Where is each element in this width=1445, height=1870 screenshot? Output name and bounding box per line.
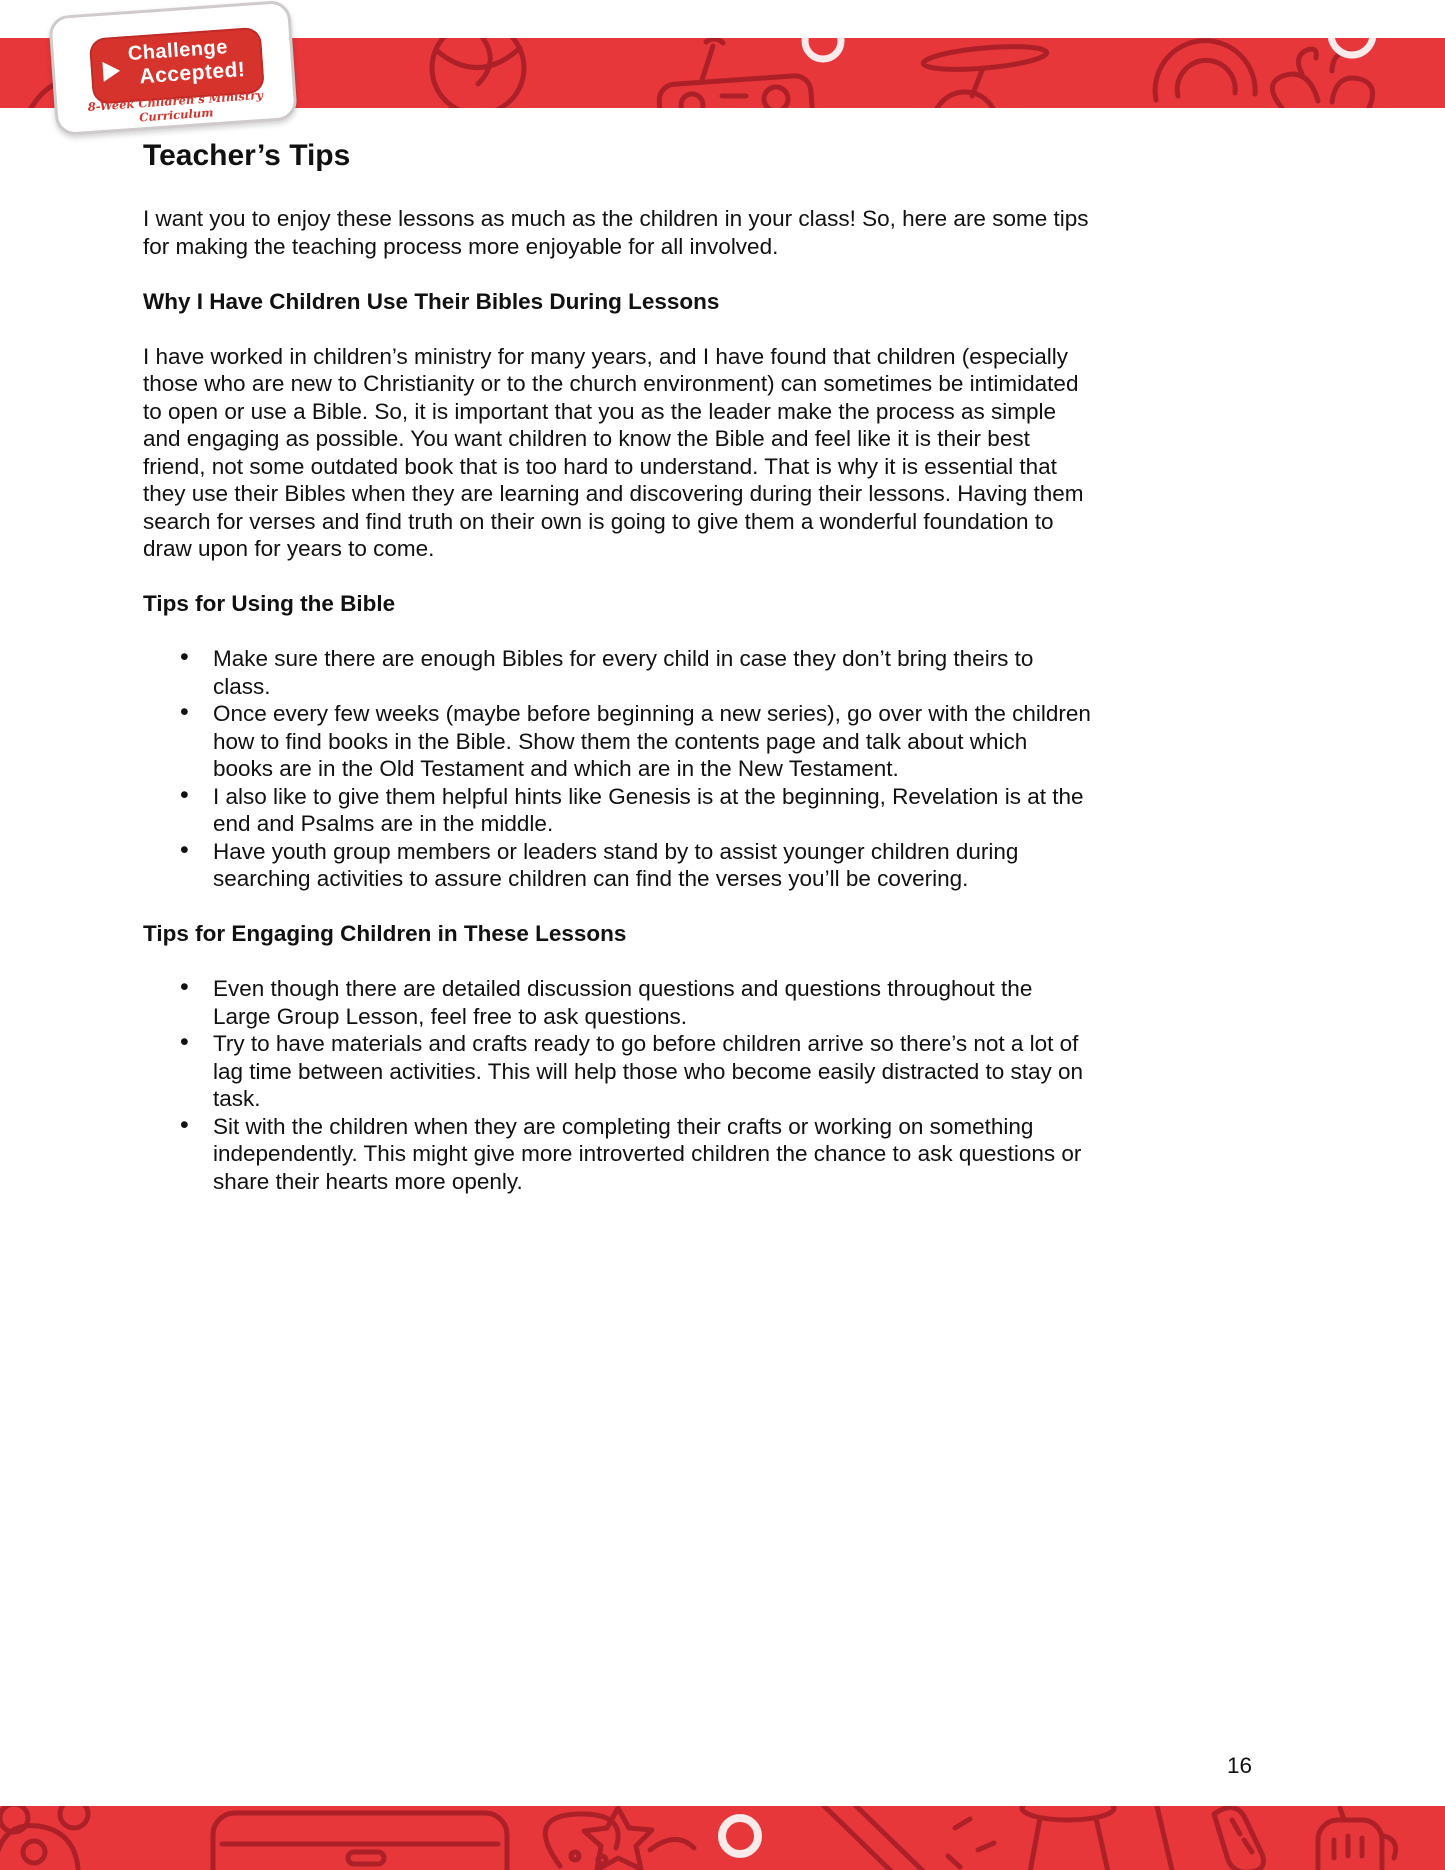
slide-lines-doodle-icon xyxy=(820,1806,924,1870)
bottom-banner xyxy=(0,1806,1445,1870)
tablet-doodle-icon xyxy=(213,1813,507,1870)
ring-doodle-icon xyxy=(805,38,841,59)
play-triangle-icon xyxy=(102,61,120,82)
section-body-bibles: I have worked in children’s ministry for many years, and I have found that children (especially those who are new to Christianity or to the church environment) can sometimes be intimidated to open or use a Bible. So, it is important that you as the leader make the process as simple and engaging as possible. You want children to know the Bible and feel like it is their best friend, not some outdated book that is too hard to understand. That is why it is essential that they use their Bibles when they are learning and discovering during their lessons. Having them search for verses and find truth on their own is going to give them a wonderful foundation to draw upon for years to come. xyxy=(143,343,1084,561)
section-heading-bibles: Why I Have Children Use Their Bibles During Lessons xyxy=(143,288,720,314)
teddy-bear-doodle-icon xyxy=(0,1806,88,1868)
list-item: • Have youth group members or leaders stand by to assist younger children during searching activities to assure children can find the verses you’ll be covering. xyxy=(143,838,1091,893)
stick-doodle-icon xyxy=(1156,1806,1172,1870)
logo-title-line1: Challenge xyxy=(127,36,229,66)
list-item: • Sit with the children when they are completing their crafts or working on something independently. This might give more introverted children the chance to ask questions or share their hearts more openly. xyxy=(143,1113,1091,1196)
ring-doodle-icon xyxy=(722,1818,758,1854)
list-item: • Even though there are detailed discussion questions and questions throughout the Large Group Lesson, feel free to ask questions. xyxy=(143,975,1091,1030)
section-heading-using-bible: Tips for Using the Bible xyxy=(143,591,396,616)
intro-paragraph: I want you to enjoy these lessons as much as the children in your class! So, here are some tips for making the teaching process more enjoyable for all involved. xyxy=(143,206,1089,259)
list-item: • I also like to give them helpful hints like Genesis is at the beginning, Revelation is at the end and Psalms are in the middle. xyxy=(143,783,1091,838)
ring-doodle-icon xyxy=(1331,38,1373,55)
list-item: • Once every few weeks (maybe before beginning a new series), go over with the children how to find books in the Bible. Show them the contents page and talk about which books are in the Old Testament and which are in the New Testament. xyxy=(143,700,1091,783)
logo-title-line2: Accepted! xyxy=(138,57,247,89)
swirl-doodle-icon xyxy=(1155,41,1255,100)
logo-tagline: 8-Week Children’s Ministry Curriculum xyxy=(87,87,264,125)
tips-list-using-bible xyxy=(143,645,1091,893)
list-item: • Make sure there are enough Bibles for every child in case they don’t bring theirs to class. xyxy=(143,645,1091,700)
page-number: 16 xyxy=(1227,1753,1253,1778)
page-title: Teacher’s Tips xyxy=(143,139,351,172)
helicopter-doodle-icon xyxy=(922,43,1047,108)
page-content xyxy=(143,138,1091,1223)
section-heading-engaging: Tips for Engaging Children in These Lessons xyxy=(143,921,627,946)
helmet-star-doodle-icon xyxy=(545,1808,694,1870)
stool-doodle-icon xyxy=(1022,1806,1114,1870)
robot-doodle-icon xyxy=(658,39,814,108)
carrot-doodle-icon xyxy=(1214,1807,1264,1870)
curriculum-logo xyxy=(48,0,298,136)
beachball-doodle-icon xyxy=(432,38,524,108)
list-item: • Try to have materials and crafts ready to go before children arrive so there’s not a lot of lag time between activities. This will help those who become easily distracted to stay on task. xyxy=(143,1030,1091,1113)
bottom-banner-doodles xyxy=(0,1806,1445,1870)
car-doodle-icon xyxy=(948,1819,994,1867)
logo-card xyxy=(48,0,298,136)
watch-doodle-icon xyxy=(1318,1808,1396,1870)
tips-list-engaging xyxy=(143,975,1091,1195)
